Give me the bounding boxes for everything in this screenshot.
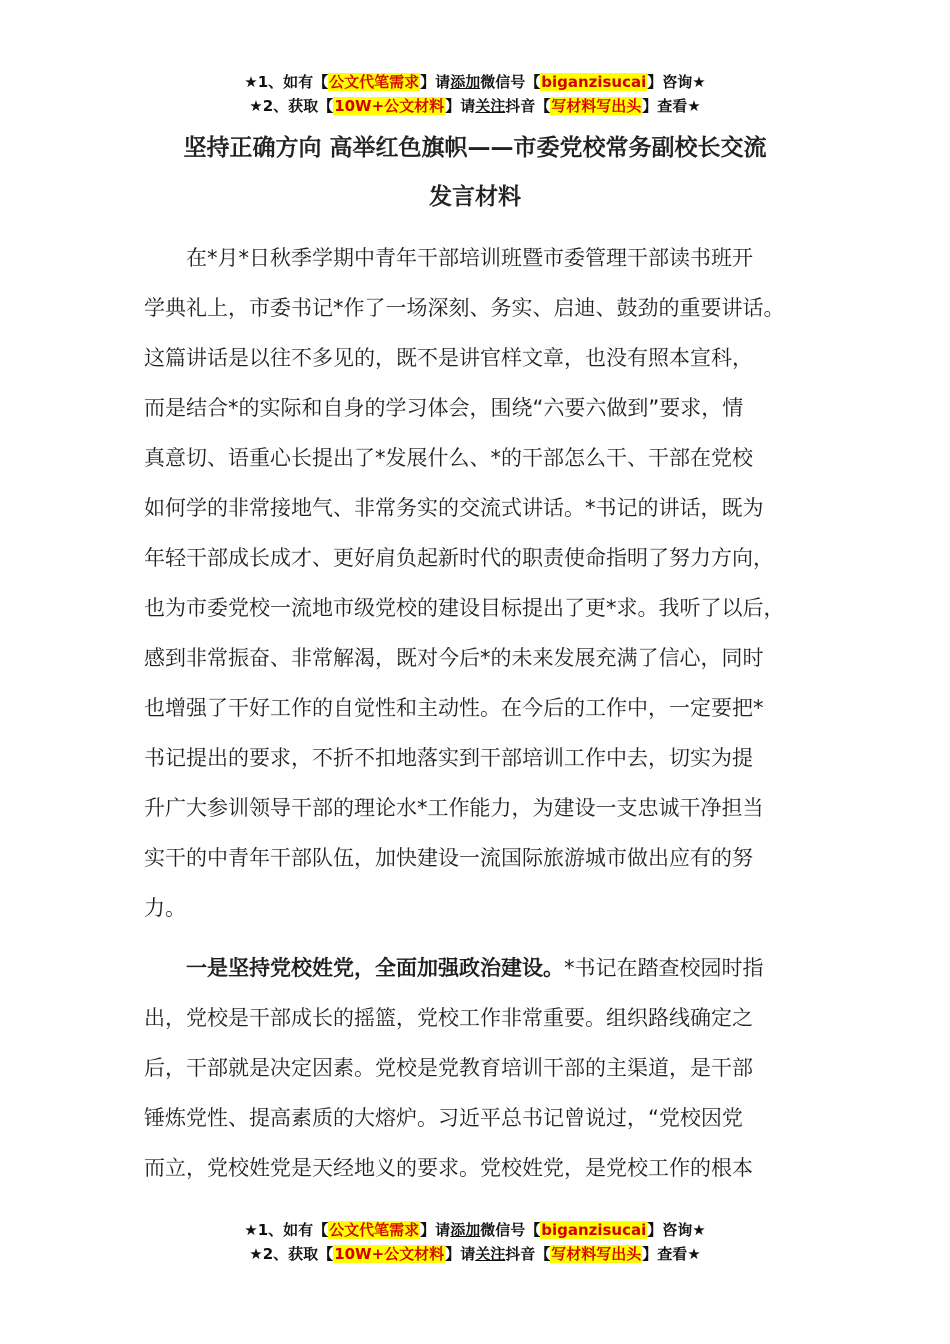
text-line: 也为市委党校一流地市级党校的建设目标提出了更*求。我听了以后， [144, 596, 785, 620]
text-line: 学典礼上，市委书记*作了一场深刻、务实、启迪、鼓劲的重要讲话。 [144, 296, 785, 320]
banner-line-2 [0, 94, 950, 118]
text-line: 年轻干部成长成才、更好肩负起新时代的职责使命指明了努力方向， [144, 546, 774, 570]
banner-text: ★1、如有【 [244, 1221, 329, 1239]
text-run: *书记在踏查校园时指 [564, 956, 764, 980]
text-line [144, 943, 834, 993]
banner-text: 抖音【 [505, 97, 551, 115]
banner-text: 微信号【 [480, 73, 541, 91]
banner-text: ★2、获取【 [249, 1245, 334, 1263]
banner-line-1 [0, 70, 950, 94]
banner-underlined-text: 添加 [450, 73, 481, 91]
text-line: 升广大参训领导干部的理论水*工作能力，为建设一支忠诚干净担当 [144, 796, 764, 820]
banner-text: 】咨询★ [647, 1221, 706, 1239]
paragraph-point-one [144, 943, 834, 1193]
footer-banner [0, 1218, 950, 1266]
banner-text: 】查看★ [642, 97, 701, 115]
banner-highlight-douyin: 写材料写出头 [551, 97, 642, 115]
text-line: 实干的中青年干部队伍，加快建设一流国际旅游城市做出应有的努 [144, 846, 753, 870]
text-line: 后，干部就是决定因素。党校是党教育培训干部的主渠道，是干部 [144, 1056, 753, 1080]
header-banner [0, 70, 950, 118]
banner-text: ★1、如有【 [244, 73, 329, 91]
title-line-2: 发言材料 [429, 184, 521, 210]
text-line: 感到非常振奋、非常解渴，既对今后*的未来发展充满了信心，同时 [144, 646, 764, 670]
banner-line-2 [0, 1242, 950, 1266]
text-line: 而立，党校姓党是天经地义的要求。党校姓党，是党校工作的根本 [144, 1156, 753, 1180]
text-line: 这篇讲话是以往不多见的，既不是讲官样文章，也没有照本宣科， [144, 346, 753, 370]
banner-text: 】请 [420, 73, 451, 91]
text-line: 真意切、语重心长提出了*发展什么、*的干部怎么干、干部在党校 [144, 446, 753, 470]
banner-highlight-service: 公文代笔需求 [329, 1221, 420, 1239]
text-line: 也增强了干好工作的自觉性和主动性。在今后的工作中，一定要把* [144, 696, 764, 720]
banner-highlight-materials: 10W+公文材料 [334, 97, 445, 115]
banner-text: 】请 [445, 1245, 476, 1263]
text-line: 出，党校是干部成长的摇篮，党校工作非常重要。组织路线确定之 [144, 1006, 753, 1030]
title-line-1: 坚持正确方向 高举红色旗帜——市委党校常务副校长交流 [183, 135, 767, 161]
banner-text: 】请 [445, 97, 476, 115]
banner-text: 】咨询★ [647, 73, 706, 91]
banner-highlight-wechat-id: biganzisucai [541, 73, 647, 91]
banner-highlight-materials: 10W+公文材料 [334, 1245, 445, 1263]
banner-text: ★2、获取【 [249, 97, 334, 115]
text-line: 锤炼党性、提高素质的大熔炉。习近平总书记曾说过，“党校因党 [144, 1106, 743, 1130]
banner-text: 】请 [420, 1221, 451, 1239]
banner-underlined-text: 添加 [450, 1221, 481, 1239]
banner-text: 微信号【 [480, 1221, 541, 1239]
banner-underlined-text: 关注 [475, 1245, 506, 1263]
text-line: 如何学的非常接地气、非常务实的交流式讲话。*书记的讲话，既为 [144, 496, 764, 520]
text-line: 在*月*日秋季学期中青年干部培训班暨市委管理干部读书班开 [144, 246, 753, 270]
banner-underlined-text: 关注 [475, 97, 506, 115]
text-line: 而是结合*的实际和自身的学习体会，围绕“六要六做到”要求，情 [144, 396, 744, 420]
paragraph-intro [144, 233, 834, 933]
banner-line-1 [0, 1218, 950, 1242]
text-line: 书记提出的要求，不折不扣地落实到干部培训工作中去，切实为提 [144, 746, 753, 770]
text-line: 力。 [144, 896, 186, 920]
banner-highlight-wechat-id: biganzisucai [541, 1221, 647, 1239]
banner-highlight-service: 公文代笔需求 [329, 73, 420, 91]
section-heading: 一是坚持党校姓党，全面加强政治建设。 [144, 956, 564, 980]
banner-text: 抖音【 [505, 1245, 551, 1263]
banner-highlight-douyin: 写材料写出头 [551, 1245, 642, 1263]
document-title [120, 124, 830, 222]
banner-text: 】查看★ [642, 1245, 701, 1263]
